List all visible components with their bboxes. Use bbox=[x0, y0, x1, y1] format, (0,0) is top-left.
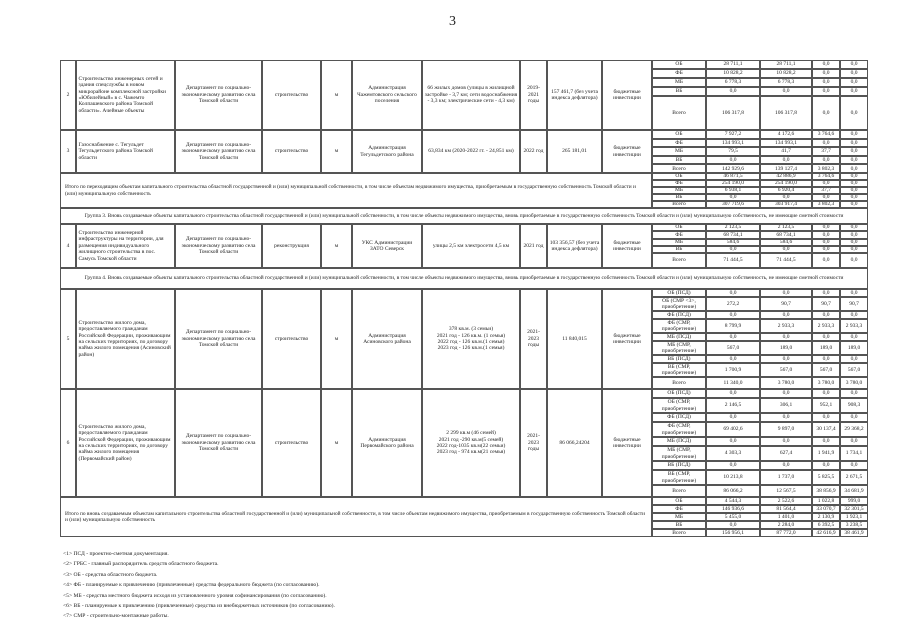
fin-year-1: 71 444,5 bbox=[760, 253, 812, 268]
fin-year-2: 0,0 bbox=[812, 413, 840, 422]
fin-total: 0,0 bbox=[706, 521, 760, 529]
recipient: Администрация Тегульдетского района bbox=[352, 130, 422, 173]
fin-total: 567,0 bbox=[706, 341, 760, 355]
fin-total: 4 544,3 bbox=[706, 497, 760, 505]
fin-total: 71 444,5 bbox=[706, 253, 760, 268]
fin-year-3: 189,0 bbox=[840, 341, 868, 355]
fin-total: 0,0 bbox=[706, 156, 760, 165]
fin-total: 11 340,0 bbox=[706, 377, 760, 389]
fin-year-1: 134 993,1 bbox=[760, 139, 812, 148]
fin-total: 0,0 bbox=[706, 289, 760, 297]
cost: 157 461,7 (без учета индекса дефлятора) bbox=[547, 60, 602, 130]
fin-total: 0,0 bbox=[706, 333, 760, 341]
fin-label: ФБ bbox=[652, 231, 706, 238]
period: 2022 год bbox=[520, 130, 547, 173]
fin-label: Всего bbox=[652, 164, 706, 173]
fin-year-1: 90,7 bbox=[760, 297, 812, 311]
fin-year-2: 3 802,3 bbox=[812, 164, 840, 173]
fin-year-3: 0,0 bbox=[840, 224, 868, 231]
fin-total: 0,0 bbox=[706, 437, 760, 446]
unit: м bbox=[321, 289, 352, 389]
fin-total: 69 402,6 bbox=[706, 422, 760, 437]
fin-year-3: 999,0 bbox=[840, 497, 868, 505]
fin-year-1: 627,4 bbox=[760, 446, 812, 461]
fin-label: МБ (ПСД) bbox=[652, 333, 706, 341]
fin-year-2: 0,0 bbox=[812, 253, 840, 268]
fin-year-3: 0,0 bbox=[840, 139, 868, 148]
fin-year-3: 32 301,5 bbox=[840, 505, 868, 513]
fin-year-1: 254 190,0 bbox=[760, 180, 812, 187]
fin-year-2: 0,0 bbox=[812, 333, 840, 341]
fin-year-1: 567,0 bbox=[760, 363, 812, 377]
fin-year-3: 0,0 bbox=[840, 173, 868, 180]
fin-year-2: 0,0 bbox=[812, 180, 840, 187]
fin-year-3: 0,0 bbox=[840, 413, 868, 422]
fin-year-2: 0,0 bbox=[812, 231, 840, 238]
fin-total: 0,0 bbox=[706, 87, 760, 96]
fin-year-1: 4 172,6 bbox=[760, 130, 812, 139]
fin-label: ОБ bbox=[652, 173, 706, 180]
fin-label: ФБ bbox=[652, 139, 706, 148]
footnote: <4> ФБ - планируемые к привлечению (привлеченные) средства федерального бюджета (по согласованию). bbox=[63, 582, 320, 589]
page-number: 3 bbox=[449, 14, 456, 29]
total-label: Итого по переходящим объектам капитального строительства областной государственной и (или) муниципальной собственности, в том числе объектам недвижимого имущества, приобретаемым в государственную собственность Томской области и (или) муниципальную собственность bbox=[60, 173, 652, 208]
fin-year-1: 28 711,1 bbox=[760, 60, 812, 69]
customer: Департамент по социально-экономическому развитию села Томской области bbox=[175, 60, 262, 130]
fin-year-1: 303 917,4 bbox=[760, 201, 812, 208]
object-name: Строительство инженерной инфраструктуры на территории, для размещения индивидуального жилищного строительства в пос. Самусь Томской области bbox=[76, 224, 175, 268]
fin-year-3: 0,0 bbox=[840, 164, 868, 173]
fin-year-1: 6 778,3 bbox=[760, 78, 812, 87]
cost: 86 066,24204 bbox=[547, 389, 602, 497]
work-type: строительство bbox=[262, 60, 321, 130]
row-number: 3 bbox=[60, 130, 76, 173]
fin-year-2: 0,0 bbox=[812, 60, 840, 69]
fin-year-2: 0,0 bbox=[812, 78, 840, 87]
fin-label: ОБ (СМР <3>, приобретение) bbox=[652, 297, 706, 311]
fin-label: МБ bbox=[652, 239, 706, 246]
fin-total: 272,2 bbox=[706, 297, 760, 311]
fin-year-1: 2 933,3 bbox=[760, 319, 812, 333]
fin-year-3: 0,0 bbox=[840, 69, 868, 78]
fin-year-2: 0,0 bbox=[812, 69, 840, 78]
fin-label: Всего bbox=[652, 529, 706, 537]
fin-label: Всего bbox=[652, 201, 706, 208]
fin-year-3: 90,7 bbox=[840, 297, 868, 311]
fin-year-3: 0,0 bbox=[840, 201, 868, 208]
recipient: УКС Администрации ЗАТО Северск bbox=[352, 224, 422, 268]
row-number: 2 bbox=[60, 60, 76, 130]
customer: Департамент по социально-экономическому развитию села Томской области bbox=[175, 289, 262, 389]
fin-year-3: 0,0 bbox=[840, 461, 868, 470]
fin-year-1: 0,0 bbox=[760, 311, 812, 319]
period: 2019-2021 годы bbox=[520, 60, 547, 130]
fin-label: ФБ bbox=[652, 180, 706, 187]
fin-total: 0,0 bbox=[706, 461, 760, 470]
fin-total: 2 146,5 bbox=[706, 398, 760, 413]
customer: Департамент по социально-экономическому развитию села Томской области bbox=[175, 130, 262, 173]
fin-year-1: 42 886,9 bbox=[760, 173, 812, 180]
fin-year-1: 0,0 bbox=[760, 437, 812, 446]
fin-year-1: 0,0 bbox=[760, 355, 812, 363]
object-name: Строительство жилого дома, предоставляемого гражданам Российской Федерации, проживающим на сельских территориях, по договору найма жилого помещения (Первомайский район) bbox=[76, 389, 175, 497]
fin-year-3: 0,0 bbox=[840, 333, 868, 341]
fin-total: 68 734,1 bbox=[706, 231, 760, 238]
fin-total: 1 700,9 bbox=[706, 363, 760, 377]
fin-label: ВБ bbox=[652, 87, 706, 96]
unit: м bbox=[321, 60, 352, 130]
fin-year-3: 0,0 bbox=[840, 231, 868, 238]
fin-year-1: 0,0 bbox=[760, 461, 812, 470]
fin-year-3: 0,0 bbox=[840, 389, 868, 398]
fin-year-3: 0,0 bbox=[840, 156, 868, 165]
object-name: Строительство инженерных сетей и здания спецслужбы в новом микрорайоне комплексной застройки «Юбилейный» в с. Чажемто Колпашевского района Томской области». Ачейные объекты bbox=[76, 60, 175, 130]
fin-total: 156 956,1 bbox=[706, 529, 760, 537]
work-type: реконструкция bbox=[262, 224, 321, 268]
fin-label: ОБ (СМР, приобретение) bbox=[652, 398, 706, 413]
funding-source: бюджетные инвестиции bbox=[602, 224, 652, 268]
fin-label: ФБ (СМР, приобретение) bbox=[652, 422, 706, 437]
fin-total: 2 123,5 bbox=[706, 224, 760, 231]
capacity: 63,834 км (2020-2022 гг. - 24,851 км) bbox=[422, 130, 520, 173]
fin-label: ВБ (ПСД) bbox=[652, 461, 706, 470]
fin-year-3: 0,0 bbox=[840, 87, 868, 96]
footnote: <1> ПСД - проектно-сметная документация. bbox=[63, 551, 169, 557]
fin-label: ВБ bbox=[652, 156, 706, 165]
fin-total: 7 927,2 bbox=[706, 130, 760, 139]
fin-year-1: 106 317,8 bbox=[760, 96, 812, 130]
fin-year-1: 584,6 bbox=[760, 239, 812, 246]
fin-year-1: 189,0 bbox=[760, 341, 812, 355]
fin-year-3: 1 923,1 bbox=[840, 513, 868, 521]
fin-total: 0,0 bbox=[706, 246, 760, 253]
fin-year-2: 30 137,4 bbox=[812, 422, 840, 437]
period: 2021 год bbox=[520, 224, 547, 268]
fin-label: ВБ bbox=[652, 521, 706, 529]
footnote: <7> СМР - строительно-монтажные работы. bbox=[63, 613, 169, 620]
capacity: улицы 2,5 км электросети 4,5 км bbox=[422, 224, 520, 268]
row-number: 5 bbox=[60, 289, 76, 389]
fin-year-2: 0,0 bbox=[812, 224, 840, 231]
fin-year-2: 0,0 bbox=[812, 437, 840, 446]
fin-year-1: 0,0 bbox=[760, 413, 812, 422]
funding-source: бюджетные инвестиции bbox=[602, 289, 652, 389]
fin-label: Всего bbox=[652, 96, 706, 130]
capacity: 2 299 кв.м (46 семей) 2021 год -290 кв.м(5 семей) 2022 год-1035 кв.м(22 семьи) 2023 год - 974 кв.м(21 семья) bbox=[422, 389, 520, 497]
fin-total: 0,0 bbox=[706, 355, 760, 363]
customer: Департамент по социально-экономическому развитию села Томской области bbox=[175, 224, 262, 268]
fin-total: 254 190,0 bbox=[706, 180, 760, 187]
fin-year-3: 0,0 bbox=[840, 239, 868, 246]
fin-year-1: 41,7 bbox=[760, 147, 812, 156]
fin-year-3: 0,0 bbox=[840, 78, 868, 87]
fin-total: 46 871,5 bbox=[706, 173, 760, 180]
fin-year-3: 2 671,5 bbox=[840, 470, 868, 485]
fin-label: ОБ bbox=[652, 130, 706, 139]
fin-year-1: 0,0 bbox=[760, 194, 812, 201]
fin-year-2: 567,0 bbox=[812, 363, 840, 377]
unit: м bbox=[321, 389, 352, 497]
fin-year-1: 0,0 bbox=[760, 156, 812, 165]
fin-year-2: 952,1 bbox=[812, 398, 840, 413]
fin-label: ФБ (ПСД) bbox=[652, 413, 706, 422]
fin-label: МБ bbox=[652, 147, 706, 156]
group-header: Группа 3. Вновь создаваемые объекты капитального строительства областной государственной и (или) муниципальной собственности, в том числе объекты недвижимого имущества, вновь приобретаемые в государственную собственность Томской области и (или) муниципальную собственность, не имеющие сметной стоимости bbox=[60, 208, 868, 224]
fin-total: 10 213,8 bbox=[706, 470, 760, 485]
fin-year-2: 0,0 bbox=[812, 246, 840, 253]
fin-total: 79,5 bbox=[706, 147, 760, 156]
fin-label: ФБ (СМР, приобретение) bbox=[652, 319, 706, 333]
fin-label: ВБ bbox=[652, 246, 706, 253]
period: 2021-2023 годы bbox=[520, 389, 547, 497]
fin-label: ВБ (ПСД) bbox=[652, 355, 706, 363]
fin-year-2: 2 130,9 bbox=[812, 513, 840, 521]
fin-year-3: 1 734,1 bbox=[840, 446, 868, 461]
fin-total: 0,0 bbox=[706, 194, 760, 201]
fin-label: ВБ (СМР, приобретение) bbox=[652, 363, 706, 377]
fin-year-2: 0,0 bbox=[812, 139, 840, 148]
fin-year-2: 37,7 bbox=[812, 187, 840, 194]
funding-source: бюджетные инвестиции bbox=[602, 60, 652, 130]
cost: 265 181,01 bbox=[547, 130, 602, 173]
fin-year-2: 3 764,6 bbox=[812, 173, 840, 180]
fin-year-1: 0,0 bbox=[760, 389, 812, 398]
fin-year-1: 9 897,0 bbox=[760, 422, 812, 437]
footnote: <2> ГРБС - главный распорядитель средств областного бюджета. bbox=[63, 561, 219, 568]
fin-year-2: 0,0 bbox=[812, 156, 840, 165]
fin-total: 86 066,2 bbox=[706, 485, 760, 497]
fin-label: ОБ bbox=[652, 497, 706, 505]
work-type: строительство bbox=[262, 289, 321, 389]
fin-total: 5 455,0 bbox=[706, 513, 760, 521]
fin-year-2: 0,0 bbox=[812, 355, 840, 363]
fin-label: ОБ (ПСД) bbox=[652, 289, 706, 297]
unit: м bbox=[321, 224, 352, 268]
fin-year-1: 139 127,4 bbox=[760, 164, 812, 173]
fin-year-1: 2 284,0 bbox=[760, 521, 812, 529]
fin-year-3: 34 681,9 bbox=[840, 485, 868, 497]
fin-year-3: 0,0 bbox=[840, 311, 868, 319]
capacity: 378 кв.м. (3 семьи) 2021 год - 126 кв.м. (1 семья) 2022 год - 126 кв.м.(1 семья) 2023 год - 126 кв.м.(1 семья) bbox=[422, 289, 520, 389]
fin-year-2: 3 802,3 bbox=[812, 201, 840, 208]
capacity: 66 жилых домов (улицы в жилищной застройке - 3,7 км; сети водоснабжения - 3,3 км; электрические сети - 4,3 км) bbox=[422, 60, 520, 130]
fin-year-2: 2 933,3 bbox=[812, 319, 840, 333]
fin-label: МБ bbox=[652, 78, 706, 87]
fin-label: МБ (СМР, приобретение) bbox=[652, 341, 706, 355]
fin-total: 584,6 bbox=[706, 239, 760, 246]
fin-year-3: 0,0 bbox=[840, 253, 868, 268]
group-header: Группа 4. Вновь создаваемые объекты капитального строительства областной государственной и (или) муниципальной собственности, в том числе объекты недвижимого имущества, вновь приобретаемые в государственную собственность Томской области и (или) муниципальную собственность, не имеющие сметной стоимости bbox=[60, 268, 868, 289]
funding-source: бюджетные инвестиции bbox=[602, 130, 652, 173]
fin-year-1: 2 123,5 bbox=[760, 224, 812, 231]
fin-year-2: 37,7 bbox=[812, 147, 840, 156]
fin-label: МБ (ПСД) bbox=[652, 437, 706, 446]
fin-year-2: 5 825,5 bbox=[812, 470, 840, 485]
fin-year-2: 90,7 bbox=[812, 297, 840, 311]
fin-year-2: 1 022,8 bbox=[812, 497, 840, 505]
fin-total: 4 303,3 bbox=[706, 446, 760, 461]
cost: 103 356,57 (без учета индекса дефлятора) bbox=[547, 224, 602, 268]
fin-year-2: 6 392,5 bbox=[812, 521, 840, 529]
fin-year-1: 0,0 bbox=[760, 289, 812, 297]
fin-year-1: 87 772,0 bbox=[760, 529, 812, 537]
fin-total: 28 711,1 bbox=[706, 60, 760, 69]
fin-year-1: 3 780,0 bbox=[760, 377, 812, 389]
row-number: 4 bbox=[60, 224, 76, 268]
fin-label: ВБ (СМР, приобретение) bbox=[652, 470, 706, 485]
fin-year-1: 306,1 bbox=[760, 398, 812, 413]
footnote: <5> МБ - средства местного бюджета исходя из установленного уровня софинансирования (по согласованию). bbox=[63, 592, 327, 599]
fin-label: Всего bbox=[652, 485, 706, 497]
fin-year-3: 0,0 bbox=[840, 437, 868, 446]
fin-year-2: 0,0 bbox=[812, 96, 840, 130]
fin-year-2: 33 070,7 bbox=[812, 505, 840, 513]
fin-label: ФБ bbox=[652, 69, 706, 78]
fin-year-2: 0,0 bbox=[812, 87, 840, 96]
fin-year-2: 1 941,9 bbox=[812, 446, 840, 461]
fin-year-3: 0,0 bbox=[840, 246, 868, 253]
fin-year-2: 0,0 bbox=[812, 311, 840, 319]
fin-label: ФБ bbox=[652, 505, 706, 513]
total-label: Итого по вновь создаваемым объектам капитального строительства областной государственной и (или) муниципальной собственности, в том числе объектам недвижимого имущества, приобретаемым в государственную собственность Томской области и (или) муниципальную собственность bbox=[60, 497, 652, 537]
fin-year-3: 3 238,5 bbox=[840, 521, 868, 529]
fin-total: 142 929,6 bbox=[706, 164, 760, 173]
fin-label: Всего bbox=[652, 253, 706, 268]
fin-total: 0,0 bbox=[706, 311, 760, 319]
fin-year-3: 0,0 bbox=[840, 96, 868, 130]
fin-year-1: 2 522,6 bbox=[760, 497, 812, 505]
customer: Департамент по социально-экономическому развитию села Томской области bbox=[175, 389, 262, 497]
fin-year-1: 0,0 bbox=[760, 246, 812, 253]
fin-year-3: 29 368,2 bbox=[840, 422, 868, 437]
fin-year-3: 0,0 bbox=[840, 187, 868, 194]
fin-label: ВБ bbox=[652, 194, 706, 201]
fin-year-3: 3 780,0 bbox=[840, 377, 868, 389]
funding-source: бюджетные инвестиции bbox=[602, 389, 652, 497]
fin-year-1: 10 828,2 bbox=[760, 69, 812, 78]
fin-year-3: 0,0 bbox=[840, 147, 868, 156]
fin-year-1: 1 401,0 bbox=[760, 513, 812, 521]
fin-year-3: 0,0 bbox=[840, 60, 868, 69]
footnote: <6> ВБ - планируемые к привлечению (привлеченные) средства из внебюджетных источников (по согласованию). bbox=[63, 603, 335, 609]
fin-label: ОБ (ПСД) bbox=[652, 389, 706, 398]
fin-year-3: 0,0 bbox=[840, 130, 868, 139]
work-type: строительство bbox=[262, 389, 321, 497]
fin-year-3: 908,3 bbox=[840, 398, 868, 413]
fin-year-2: 42 616,9 bbox=[812, 529, 840, 537]
fin-year-2: 3 764,6 bbox=[812, 130, 840, 139]
fin-total: 307 719,6 bbox=[706, 201, 760, 208]
unit: м bbox=[321, 130, 352, 173]
fin-year-3: 0,0 bbox=[840, 180, 868, 187]
fin-label: ОБ bbox=[652, 60, 706, 69]
fin-year-3: 0,0 bbox=[840, 289, 868, 297]
fin-total: 134 993,1 bbox=[706, 139, 760, 148]
fin-year-1: 68 734,1 bbox=[760, 231, 812, 238]
fin-total: 146 936,6 bbox=[706, 505, 760, 513]
fin-year-2: 0,0 bbox=[812, 389, 840, 398]
recipient: Администрация Первомайского района bbox=[352, 389, 422, 497]
fin-label: ФБ (ПСД) bbox=[652, 311, 706, 319]
fin-year-2: 38 856,9 bbox=[812, 485, 840, 497]
fin-total: 8 799,9 bbox=[706, 319, 760, 333]
period: 2021-2023 годы bbox=[520, 289, 547, 389]
fin-year-3: 0,0 bbox=[840, 194, 868, 201]
fin-year-1: 81 564,4 bbox=[760, 505, 812, 513]
object-name: Строительство жилого дома, предоставляемого гражданам Российской Федерации, проживающим на сельских территориях, по договору найма жилого помещения (Асиновский район) bbox=[76, 289, 175, 389]
fin-year-2: 189,0 bbox=[812, 341, 840, 355]
cost: 11 840,015 bbox=[547, 289, 602, 389]
fin-label: МБ bbox=[652, 187, 706, 194]
object-name: Газоснабжение с. Тегульдет Тегульдетского района Томской области bbox=[76, 130, 175, 173]
fin-year-3: 0,0 bbox=[840, 355, 868, 363]
fin-total: 106 317,8 bbox=[706, 96, 760, 130]
fin-year-1: 0,0 bbox=[760, 87, 812, 96]
recipient: Администрация Чажемтовского сельского поселения bbox=[352, 60, 422, 130]
fin-year-2: 0,0 bbox=[812, 194, 840, 201]
fin-total: 0,0 bbox=[706, 389, 760, 398]
fin-year-2: 3 780,0 bbox=[812, 377, 840, 389]
footnote: <3> ОБ - средства областного бюджета. bbox=[63, 571, 158, 578]
fin-label: Всего bbox=[652, 377, 706, 389]
fin-year-1: 1 737,0 bbox=[760, 470, 812, 485]
fin-year-1: 0,0 bbox=[760, 333, 812, 341]
fin-year-2: 0,0 bbox=[812, 289, 840, 297]
fin-total: 6 938,1 bbox=[706, 187, 760, 194]
fin-year-1: 12 567,5 bbox=[760, 485, 812, 497]
fin-total: 6 778,3 bbox=[706, 78, 760, 87]
fin-year-3: 38 461,9 bbox=[840, 529, 868, 537]
fin-label: МБ bbox=[652, 513, 706, 521]
fin-label: МБ (СМР, приобретение) bbox=[652, 446, 706, 461]
work-type: строительство bbox=[262, 130, 321, 173]
fin-year-3: 567,0 bbox=[840, 363, 868, 377]
fin-label: ОБ bbox=[652, 224, 706, 231]
fin-year-3: 2 933,3 bbox=[840, 319, 868, 333]
fin-total: 0,0 bbox=[706, 413, 760, 422]
fin-year-2: 0,0 bbox=[812, 461, 840, 470]
recipient: Администрация Асиновского района bbox=[352, 289, 422, 389]
fin-total: 10 828,2 bbox=[706, 69, 760, 78]
fin-year-2: 0,0 bbox=[812, 239, 840, 246]
fin-year-1: 6 920,4 bbox=[760, 187, 812, 194]
row-number: 6 bbox=[60, 389, 76, 497]
